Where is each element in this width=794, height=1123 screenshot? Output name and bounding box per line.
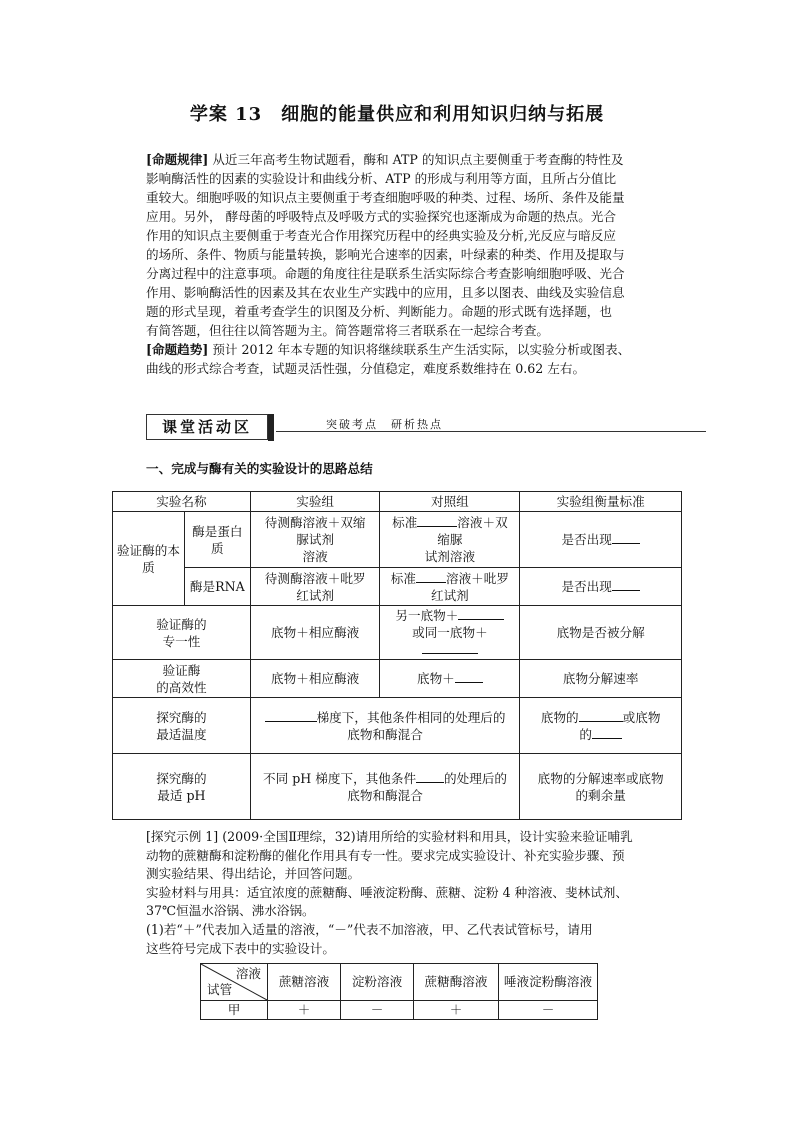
intro-rule-line: 的场所、条件、物质与能量转换，影响光合速率的因素，叶绿素的种类、作用及提取与 — [146, 247, 625, 262]
table-header: 淀粉溶液 — [341, 964, 414, 1001]
section-title: 一、完成与酶有关的实验设计的思路总结 — [146, 461, 373, 476]
table-header: 实验名称 — [113, 492, 251, 512]
fill-blank[interactable] — [579, 709, 623, 722]
intro-rule-line: 重较大。细胞呼吸的知识点主要侧重于考查细胞呼吸的种类、过程、场所、条件及能量 — [146, 190, 625, 205]
trend-label: [命题趋势] — [146, 342, 209, 357]
intro-rule-line: 应用。另外， 酵母菌的呼吸特点及呼吸方式的实验探究也逐渐成为命题的热点。光合 — [146, 209, 616, 224]
table-cell: － — [341, 1001, 414, 1020]
fill-blank[interactable] — [417, 514, 457, 527]
table-cell: 验证酶的本质 — [113, 512, 185, 606]
fill-blank[interactable] — [455, 670, 483, 683]
table-cell: 底物的分解速率或底物 的剩余量 — [520, 754, 682, 820]
example-line: [探究示例 1] (2009·全国Ⅱ理综，32)请用所给的实验材料和用具，设计实验来验证哺乳 — [146, 829, 633, 844]
table-cell: 是否出现 — [520, 512, 682, 568]
table-header-row — [113, 492, 682, 512]
intro-rule-line: 作用、影响酶活性的因素及其在农业生产实践中的应用，且多以图表、曲线及实验信息 — [146, 285, 625, 300]
corner-top-label: 溶液 — [235, 966, 261, 981]
table-cell: 探究酶的 最适 pH — [113, 754, 251, 820]
table-header: 实验组 — [250, 492, 380, 512]
table-cell: 梯度下，其他条件相同的处理后的 底物和酶混合 — [250, 698, 520, 754]
table-row — [113, 698, 682, 754]
table-cell: 标准 溶液＋吡罗 红试剂 — [380, 568, 520, 606]
banner-title: 课堂活动区 — [146, 414, 268, 440]
table-header-row — [201, 964, 598, 1001]
enzyme-experiment-table — [112, 491, 682, 820]
table-cell: 不同 pH 梯度下，其他条件 的处理后的 底物和酶混合 — [250, 754, 520, 820]
table-cell: 甲 — [201, 1001, 268, 1020]
table-cell: 底物＋相应酶液 — [250, 606, 380, 660]
intro-rule-line: [命题规律] 从近三年高考生物试题看，酶和 ATP 的知识点主要侧重于考查酶的特性及 — [146, 152, 624, 167]
table-cell: 底物分解速率 — [520, 660, 682, 698]
intro-rule-paragraph — [146, 150, 676, 378]
example-paragraph — [146, 828, 676, 958]
table-header: 实验组衡量标准 — [520, 492, 682, 512]
table-cell: 待测酶溶液＋吡罗 红试剂 — [250, 568, 380, 606]
table-cell: 待测酶溶液＋双缩 脲试剂 溶液 — [250, 512, 380, 568]
intro-trend-line: 曲线的形式综合考查，试题灵活性强，分值稳定，难度系数维持在 0.62 左右。 — [146, 361, 586, 376]
example-line: 实验材料与用具：适宜浓度的蔗糖酶、唾液淀粉酶、蔗糖、淀粉 4 种溶液、斐林试剂、 — [146, 884, 628, 900]
section-banner — [146, 414, 708, 440]
table-header: 蔗糖溶液 — [268, 964, 341, 1001]
example-line: (1)若“＋”代表加入适量的溶液，“－”代表不加溶液，甲、乙代表试管标号，请用 — [146, 921, 593, 937]
fill-blank[interactable] — [416, 570, 446, 583]
table-cell: ＋ — [414, 1001, 499, 1020]
banner-subtitle: 突破考点 研析热点 — [326, 418, 443, 431]
fill-blank[interactable] — [612, 531, 640, 544]
table-cell: 验证酶的 专一性 — [113, 606, 251, 660]
intro-rule-line: 作用的知识点主要侧重于考查光合作用探究历程中的经典实验及分析,光反应与暗反应 — [146, 228, 616, 243]
table-row — [201, 1001, 598, 1020]
intro-rule-line: 有简答题，但往往以简答题为主。简答题常将三者联系在一起综合考查。 — [146, 323, 549, 338]
table-cell: 是否出现 — [520, 568, 682, 606]
example-line: 动物的蔗糖酶和淀粉酶的催化作用具有专一性。要求完成实验设计、补充实验步骤、预 — [146, 847, 625, 863]
table-cell: － — [499, 1001, 598, 1020]
table-header: 唾液淀粉酶溶液 — [499, 964, 598, 1001]
table-row — [113, 754, 682, 820]
example-line: 测实验结果、得出结论，并回答问题。 — [146, 866, 361, 882]
page-title: 学案 13 细胞的能量供应和利用知识归纳与拓展 — [189, 104, 605, 125]
table-cell: ＋ — [268, 1001, 341, 1020]
intro-rule-line: 影响酶活性的因素的实验设计和曲线分析、ATP 的形成与利用等方面，且所占分值比 — [146, 171, 617, 186]
fill-blank[interactable] — [416, 770, 444, 783]
banner-bar — [268, 414, 274, 441]
table-row — [113, 568, 682, 606]
table-cell: 另一底物＋ 或同一底物＋ — [380, 606, 520, 660]
table-cell: 酶是RNA — [184, 568, 250, 606]
fill-blank[interactable] — [612, 578, 640, 591]
table-row — [113, 606, 682, 660]
tube-design-table — [200, 963, 598, 1020]
table-row — [113, 512, 682, 568]
table-header: 对照组 — [380, 492, 520, 512]
intro-trend-line: [命题趋势] 预计 2012 年本专题的知识将继续联系生产生活实际，以实验分析或图表、 — [146, 342, 631, 357]
table-header: 蔗糖酶溶液 — [414, 964, 499, 1001]
intro-rule-line: 分离过程中的注意事项。命题的角度往往是联系生活实际综合考查影响细胞呼吸、光合 — [146, 266, 625, 281]
table-cell: 酶是蛋白质 — [184, 512, 250, 568]
table-cell: 底物＋ — [380, 660, 520, 698]
intro-rule-line: 题的形式呈现，着重考查学生的识图及分析、判断能力。命题的形式既有选择题，也 — [146, 304, 612, 319]
table-cell: 底物的 或底物 的 — [520, 698, 682, 754]
fill-blank[interactable] — [265, 709, 317, 722]
table-cell: 标准 溶液＋双 缩脲 试剂溶液 — [380, 512, 520, 568]
corner-bottom-label: 试管 — [207, 982, 233, 997]
fill-blank[interactable] — [458, 607, 504, 620]
table-cell: 探究酶的 最适温度 — [113, 698, 251, 754]
fill-blank[interactable] — [592, 726, 622, 739]
diagonal-header-cell — [201, 964, 268, 1001]
example-line: 这些符号完成下表中的实验设计。 — [146, 940, 335, 956]
table-row — [113, 660, 682, 698]
table-cell: 底物是否被分解 — [520, 606, 682, 660]
table-cell: 底物＋相应酶液 — [250, 660, 380, 698]
table-cell: 验证酶 的高效性 — [113, 660, 251, 698]
fill-blank[interactable] — [422, 641, 478, 654]
rule-label: [命题规律] — [146, 152, 209, 167]
example-line: 37℃恒温水浴锅、沸水浴锅。 — [146, 903, 315, 919]
